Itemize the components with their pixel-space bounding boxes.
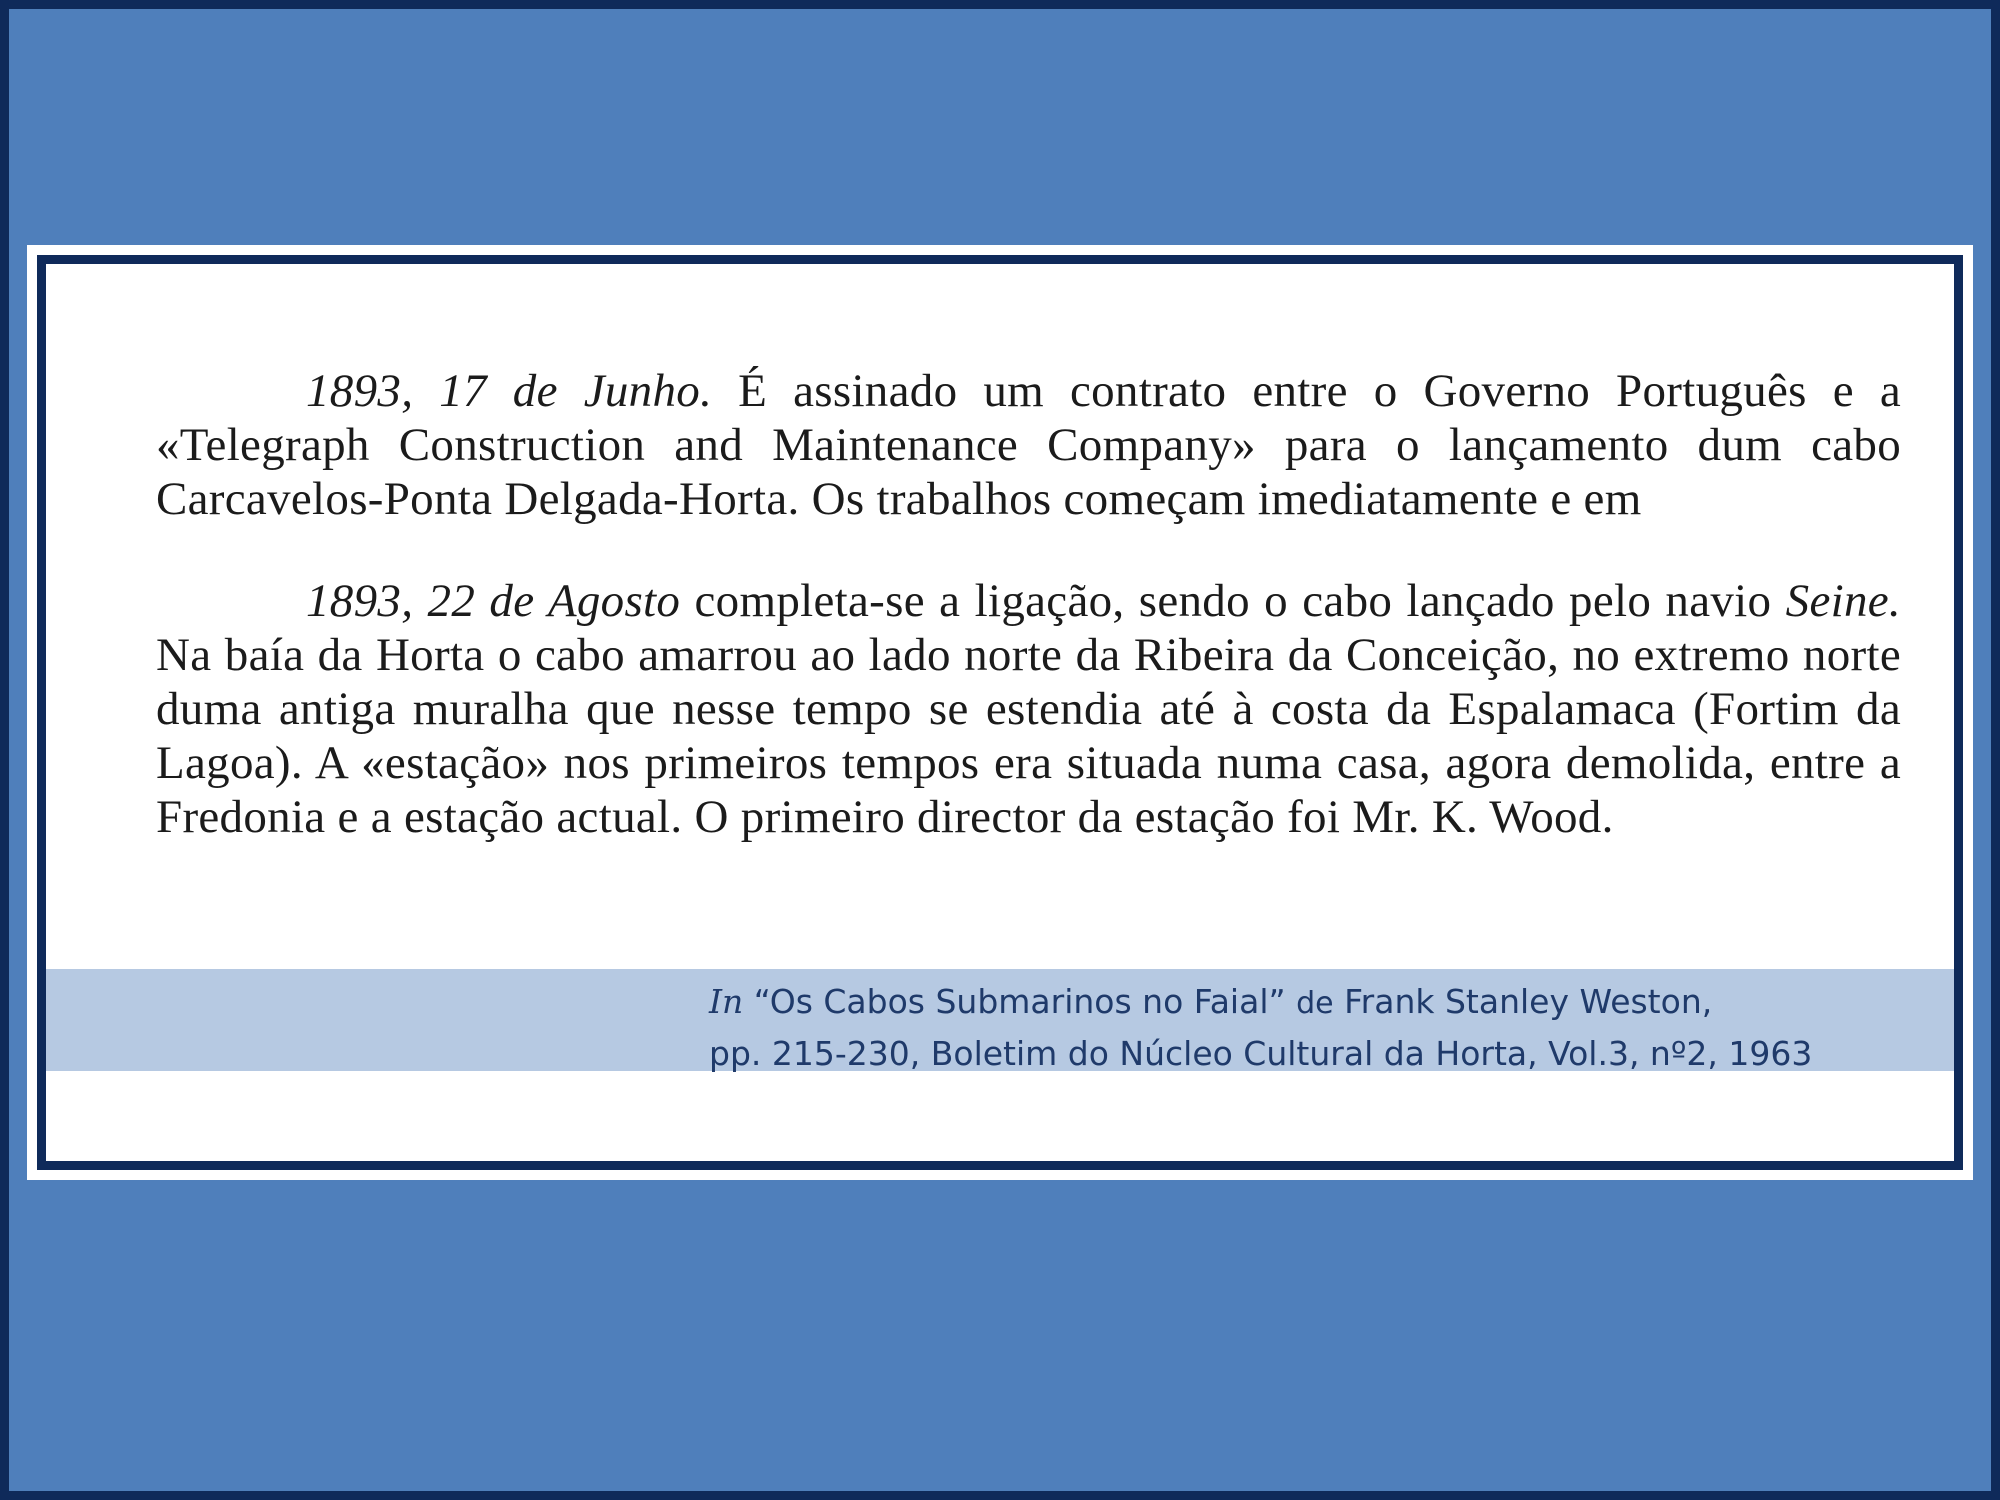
citation-author: Frank Stanley Weston, <box>1344 982 1713 1021</box>
scanned-excerpt <box>46 264 1954 966</box>
citation-band <box>46 969 1954 1071</box>
citation-line-1 <box>709 977 1812 1029</box>
entry-text: completa-se a ligação, sendo o cabo lançado pelo navio <box>694 575 1772 627</box>
citation-line-2: pp. 215-230, Boletim do Núcleo Cultural da Horta, Vol.3, nº2, 1963 <box>709 1034 1813 1073</box>
paragraph-1893-agosto <box>156 574 1901 844</box>
citation-prefix: In <box>709 982 744 1021</box>
entry-text: Na baía da Horta o cabo amarrou ao lado norte da Ribeira da Conceição, no extremo norte duma antiga muralha que nesse tempo se estendia até à costa da Espalamaca (Fortim da Lagoa). A «estação» nos primeiros tempos era situada numa casa, agora demolida, entre a Fredonia e a estação actual. O primeiro director da estação foi Mr. K. Wood. <box>156 629 1901 843</box>
slide-content <box>37 255 1963 1170</box>
slide-frame <box>27 245 1973 1180</box>
citation-title: “Os Cabos Submarinos no Faial” <box>753 982 1286 1021</box>
entry-date: 1893, 22 de Agosto <box>306 575 681 627</box>
ship-name: Seine. <box>1785 575 1901 627</box>
entry-date: 1893, 17 de Junho. <box>306 365 713 417</box>
paragraph-1893-junho <box>156 364 1901 526</box>
citation-by: de <box>1296 986 1334 1021</box>
citation <box>709 977 1812 1079</box>
entry-text: É assinado um contrato entre o Governo Português e a «Telegraph Construction and Maintenance Company» para o lançamento dum cabo Carcavelos-Ponta Delgada-Horta. Os trabalhos começam imediatamente e em <box>156 365 1901 525</box>
